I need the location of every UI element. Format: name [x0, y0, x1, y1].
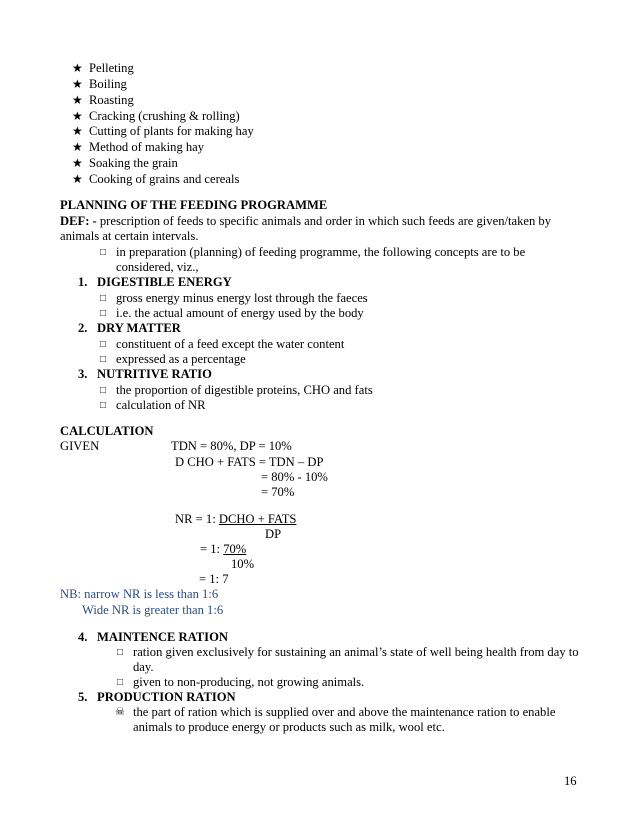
nr-result: = 1: 7: [199, 572, 229, 586]
star-icon: ★: [72, 172, 83, 186]
star-icon: ★: [72, 124, 83, 138]
box-glyph-icon: □: [100, 293, 107, 304]
definition-text: prescription of feeds to specific animals and order in which such feeds are given/taken by: [96, 214, 552, 228]
nr-step-denominator: 10%: [231, 557, 255, 571]
box-glyph-icon: □: [100, 247, 107, 258]
skull-icon: ☠: [115, 706, 125, 718]
star-icon: ★: [72, 140, 83, 154]
section-number: 2.: [78, 321, 88, 335]
box-glyph-icon: □: [100, 385, 107, 396]
concepts-text-continued: considered, viz.,: [116, 260, 199, 274]
list-item: Cooking of grains and cereals: [89, 172, 240, 186]
section-number: 4.: [78, 630, 88, 644]
section-title-digestible-energy: DIGESTIBLE ENERGY: [97, 275, 232, 289]
definition-text-continued: animals at certain intervals.: [60, 229, 199, 243]
list-item-continued: animals to produce energy or products such as milk, wool etc.: [133, 720, 445, 734]
page-number: 16: [564, 774, 577, 788]
list-item: Method of making hay: [89, 140, 205, 154]
nr-formula: [175, 512, 296, 527]
list-item: Pelleting: [89, 61, 134, 75]
given-values: TDN = 80%, DP = 10%: [171, 439, 292, 453]
box-glyph-icon: □: [100, 308, 107, 319]
section-title-nutritive-ratio: NUTRITIVE RATIO: [97, 367, 212, 381]
nr-step-prefix: = 1:: [200, 542, 224, 556]
section-title-maintence-ration: MAINTENCE RATION: [97, 630, 228, 644]
list-item: Roasting: [89, 93, 134, 107]
list-item: gross energy minus energy lost through the faeces: [116, 291, 368, 305]
nr-step: [200, 542, 246, 557]
list-item: calculation of NR: [116, 398, 206, 412]
list-item: Cracking (crushing & rolling): [89, 109, 240, 123]
definition-label: DEF: -: [60, 214, 97, 228]
star-icon: ★: [72, 77, 83, 91]
star-icon: ★: [72, 109, 83, 123]
calculation-heading: CALCULATION: [60, 424, 154, 438]
nr-denominator: DP: [265, 527, 282, 541]
given-label: GIVEN: [60, 439, 100, 453]
nb-narrow-note: NB: narrow NR is less than 1:6: [60, 587, 219, 601]
list-item: ration given exclusively for sustaining an animal’s state of well being health from day to: [133, 645, 579, 659]
list-item: the part of ration which is supplied over and above the maintenance ration to enable: [133, 705, 556, 719]
nr-numerator: DCHO + FATS: [218, 512, 297, 526]
nb-wide-note: Wide NR is greater than 1:6: [82, 603, 224, 617]
list-item-continued: day.: [133, 660, 154, 674]
star-icon: ★: [72, 156, 83, 170]
list-item: Cutting of plants for making hay: [89, 124, 254, 138]
section-number: 3.: [78, 367, 88, 381]
section-number: 1.: [78, 275, 88, 289]
star-icon: ★: [72, 93, 83, 107]
concepts-text: in preparation (planning) of feeding programme, the following concepts are to be: [116, 245, 526, 259]
list-item: i.e. the actual amount of energy used by the body: [116, 306, 364, 320]
list-item: expressed as a percentage: [116, 352, 246, 366]
planning-heading: PLANNING OF THE FEEDING PROGRAMME: [60, 198, 328, 212]
list-item: given to non-producing, not growing animals.: [133, 675, 365, 689]
definition-line: [60, 214, 551, 229]
calc-step: D CHO + FATS = TDN – DP: [175, 455, 324, 469]
calc-step: = 70%: [261, 485, 295, 499]
list-item: Boiling: [89, 77, 127, 91]
section-title-production-ration: PRODUCTION RATION: [97, 690, 236, 704]
box-glyph-icon: □: [100, 339, 107, 350]
section-number: 5.: [78, 690, 88, 704]
section-title-dry-matter: DRY MATTER: [97, 321, 181, 335]
box-glyph-icon: □: [117, 647, 124, 658]
list-item: constituent of a feed except the water content: [116, 337, 345, 351]
list-item: the proportion of digestible proteins, CHO and fats: [116, 383, 373, 397]
box-glyph-icon: □: [100, 400, 107, 411]
star-icon: ★: [72, 61, 83, 75]
list-item: Soaking the grain: [89, 156, 178, 170]
box-glyph-icon: □: [117, 677, 124, 688]
nr-step-numerator: 70%: [223, 542, 247, 556]
nr-prefix: NR = 1:: [175, 512, 219, 526]
box-glyph-icon: □: [100, 354, 107, 365]
calc-step: = 80% - 10%: [261, 470, 328, 484]
